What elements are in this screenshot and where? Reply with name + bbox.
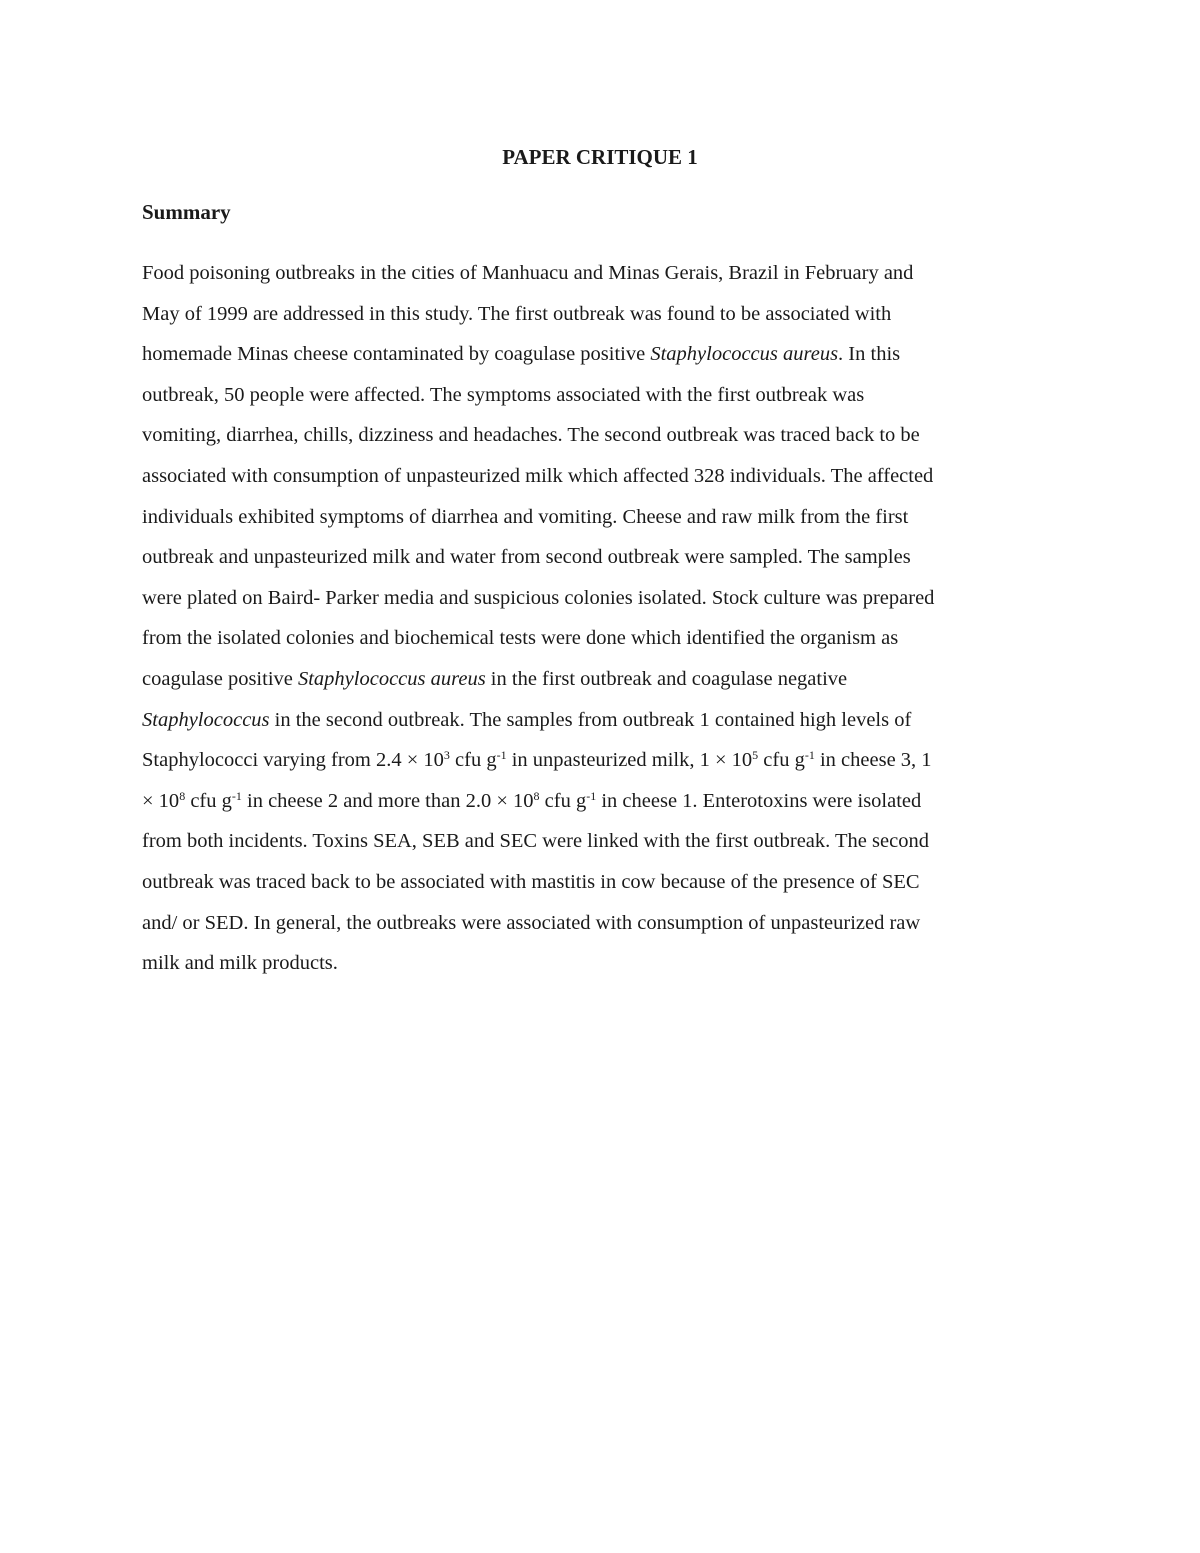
- exponent: -1: [231, 788, 242, 803]
- text-run: coagulase positive: [142, 667, 298, 690]
- paragraph-line: were plated on Baird- Parker media and suspicious colonies isolated. Stock culture was prepared: [142, 586, 935, 609]
- paragraph-line: May of 1999 are addressed in this study. The first outbreak was found to be associated with: [142, 302, 892, 325]
- paragraph-line: individuals exhibited symptoms of diarrhea and vomiting. Cheese and raw milk from the first: [142, 505, 909, 528]
- text-run: in cheese 2 and more than 2.0 × 10: [241, 789, 534, 812]
- text-run: cfu g: [539, 789, 587, 812]
- species-name: Staphylococcus aureus: [297, 667, 486, 690]
- exponent: 5: [752, 748, 759, 763]
- paragraph-line: [142, 700, 1058, 741]
- text-run: in cheese 3, 1: [814, 749, 932, 772]
- paragraph-line: and/ or SED. In general, the outbreaks were associated with consumption of unpasteurized raw: [142, 911, 921, 934]
- exponent: 3: [443, 748, 450, 763]
- text-run: Staphylococci varying from 2.4 × 10: [142, 749, 444, 772]
- text-run: in unpasteurized milk, 1 × 10: [506, 749, 753, 772]
- paragraph-line: [142, 659, 1058, 700]
- text-run: in the second outbreak. The samples from outbreak 1 contained high levels of: [269, 708, 912, 731]
- paragraph-line: outbreak was traced back to be associated with mastitis in cow because of the presence of SEC: [142, 870, 920, 893]
- text-run: in the first outbreak and coagulase negative: [485, 667, 848, 690]
- paragraph-line: associated with consumption of unpasteurized milk which affected 328 individuals. The affected: [142, 464, 934, 487]
- paragraph-line: [142, 740, 1058, 781]
- paragraph-line: vomiting, diarrhea, chills, dizziness and headaches. The second outbreak was traced back to be: [142, 424, 920, 447]
- summary-paragraph: [142, 253, 1058, 984]
- text-run: homemade Minas cheese contaminated by coagulase positive: [142, 343, 651, 366]
- paragraph-line: from the isolated colonies and biochemical tests were done which identified the organism as: [142, 627, 899, 650]
- text-run: cfu g: [758, 749, 805, 772]
- paragraph-line: from both incidents. Toxins SEA, SEB and SEC were linked with the first outbreak. The second: [142, 830, 929, 853]
- paragraph-line: [142, 334, 1058, 375]
- text-run: × 10: [142, 789, 180, 812]
- exponent: -1: [586, 788, 597, 803]
- paragraph-line: [142, 781, 1058, 822]
- text-run: in cheese 1. Enterotoxins were isolated: [596, 789, 922, 812]
- species-name: Staphylococcus aureus: [650, 343, 839, 366]
- exponent: 8: [179, 788, 186, 803]
- paragraph-line: milk and milk products.: [142, 952, 338, 975]
- paragraph-line: Food poisoning outbreaks in the cities of Manhuacu and Minas Gerais, Brazil in February and: [142, 262, 914, 284]
- exponent: -1: [804, 748, 815, 763]
- exponent: -1: [496, 748, 507, 763]
- text-run: . In this: [838, 343, 901, 366]
- section-heading-summary: Summary: [142, 200, 231, 224]
- text-run: cfu g: [185, 789, 232, 812]
- paragraph-line: outbreak, 50 people were affected. The symptoms associated with the first outbreak was: [142, 383, 865, 406]
- paragraph-line: outbreak and unpasteurized milk and water from second outbreak were sampled. The samples: [142, 546, 911, 569]
- genus-name: Staphylococcus: [142, 708, 270, 731]
- text-run: cfu g: [449, 749, 497, 772]
- exponent: 8: [533, 788, 540, 803]
- document-title: PAPER CRITIQUE 1: [502, 145, 698, 169]
